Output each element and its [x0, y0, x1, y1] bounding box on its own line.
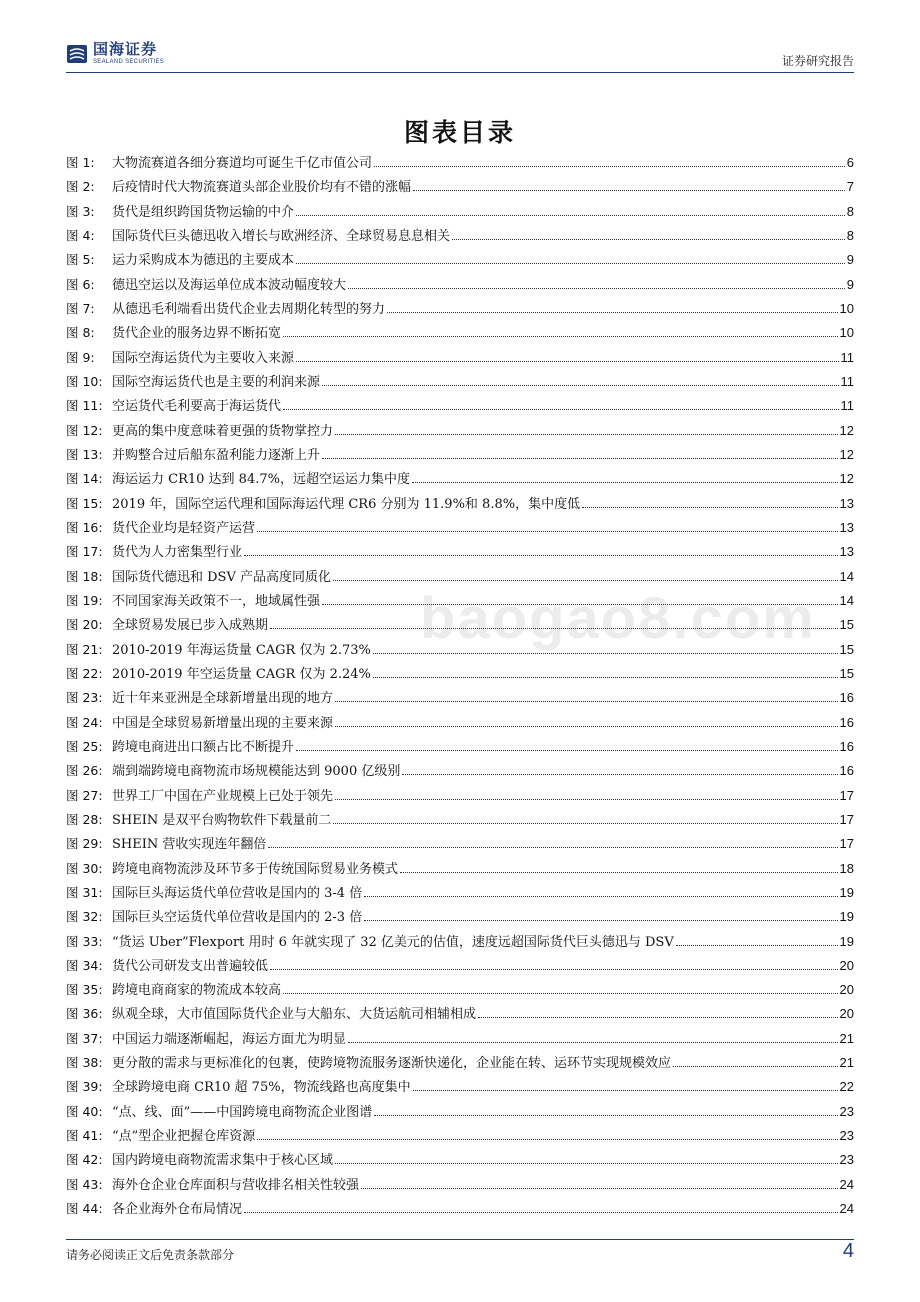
toc-figure-title: 2010-2019 年海运货量 CAGR 仅为 2.73%	[112, 642, 371, 658]
toc-figure-label: 图 10:	[66, 373, 103, 389]
toc-figure-title: 更高的集中度意味着更强的货物掌控力	[112, 423, 334, 439]
toc-page-number: 16	[839, 738, 854, 754]
toc-figure-label: 图 41:	[66, 1128, 103, 1144]
toc-figure-title: SHEIN 是双平台购物软件下载量前二	[112, 812, 332, 828]
toc-figure-title: 海运运力 CR10 达到 84.7%，远超空运运力集中度	[112, 472, 410, 488]
brand-name-cn: 国海证券	[93, 40, 158, 58]
toc-dot-leader	[283, 409, 838, 410]
toc-page-number: 15	[839, 641, 854, 657]
toc-dot-leader	[400, 872, 838, 873]
toc-dot-leader	[676, 945, 838, 946]
brand-logo	[66, 42, 164, 65]
toc-entry[interactable]	[66, 882, 854, 906]
report-type: 证券研究报告	[781, 54, 854, 68]
toc-figure-title: 运力采购成本为德迅的主要成本	[112, 253, 295, 269]
toc-page-number: 23	[839, 1152, 854, 1168]
toc-page-number: 14	[839, 568, 854, 584]
toc-figure-label: 图 2:	[66, 179, 95, 195]
toc-page-number: 21	[839, 1055, 854, 1071]
toc-figure-title: 中国运力端逐渐崛起，海运方面尤为明显	[112, 1031, 347, 1047]
toc-page-number: 14	[839, 592, 854, 608]
toc-page-number: 9	[846, 276, 854, 292]
toc-figure-label: 图 5:	[66, 252, 95, 268]
toc-page-number: 18	[839, 860, 854, 876]
toc-figure-title: 全球跨境电商 CR10 超 75%，物流线路也高度集中	[112, 1080, 411, 1096]
toc-figure-label: 图 4:	[66, 227, 95, 243]
toc-figure-label: 图 34:	[66, 957, 103, 973]
toc-entry[interactable]	[66, 347, 854, 371]
toc-figure-label: 图 43:	[66, 1176, 103, 1192]
toc-page-number: 12	[839, 422, 854, 438]
toc-page-number: 6	[846, 155, 854, 170]
toc-dot-leader	[348, 1042, 838, 1043]
toc-dot-leader	[257, 1139, 837, 1140]
toc-dot-leader	[270, 969, 838, 970]
toc-figure-label: 图 7:	[66, 300, 95, 316]
toc-figure-label: 图 16:	[66, 519, 103, 535]
toc-figure-title: “货运 Uber”Flexport 用时 6 年就实现了 32 亿美元的估值，速度远超国际货代巨头德迅与 DSV	[112, 934, 674, 950]
toc-dot-leader	[335, 1163, 838, 1164]
toc-figure-label: 图 44:	[66, 1201, 103, 1217]
toc-figure-title: 端到端跨境电商物流市场规模能达到 9000 亿级别	[112, 764, 401, 780]
toc-figure-label: 图 6:	[66, 276, 95, 292]
toc-page-number: 19	[839, 909, 854, 925]
toc-entry[interactable]	[66, 1052, 854, 1076]
toc-dot-leader	[364, 920, 837, 921]
toc-figure-label: 图 11:	[66, 398, 103, 414]
toc-dot-leader	[348, 288, 845, 289]
toc-figure-label: 图 38:	[66, 1055, 103, 1071]
toc-figure-label: 图 18:	[66, 568, 103, 584]
toc-figure-title: 2019 年，国际空运代理和国际海运代理 CR6 分别为 11.9%和 8.8%，集中度低	[112, 496, 581, 512]
toc-dot-leader	[413, 190, 845, 191]
toc-entry[interactable]	[66, 760, 854, 784]
toc-dot-leader	[244, 1212, 838, 1213]
toc-entry[interactable]	[66, 493, 854, 517]
toc-page-number: 23	[839, 1103, 854, 1119]
toc-dot-leader	[268, 847, 837, 848]
toc-figure-label: 图 15:	[66, 495, 103, 511]
toc-entry[interactable]	[66, 833, 854, 857]
toc-dot-leader	[322, 385, 838, 386]
toc-entry[interactable]	[66, 1174, 854, 1198]
toc-dot-leader	[322, 604, 838, 605]
toc-figure-label: 图 14:	[66, 471, 103, 487]
toc-page-number: 21	[839, 1030, 854, 1046]
toc-entry[interactable]	[66, 541, 854, 565]
toc-page-number: 23	[839, 1128, 854, 1144]
toc-dot-leader	[296, 263, 845, 264]
toc-figure-label: 图 30:	[66, 860, 103, 876]
sealand-logo-icon	[66, 43, 88, 65]
toc-figure-label: 图 19:	[66, 592, 103, 608]
toc-figure-title: 跨境电商商家的物流成本较高	[112, 983, 282, 999]
figure-toc-list	[66, 152, 854, 1222]
page-number: 4	[842, 1240, 854, 1262]
toc-entry[interactable]	[66, 712, 854, 736]
toc-page-number: 20	[839, 982, 854, 998]
toc-entry[interactable]	[66, 395, 854, 419]
toc-dot-leader	[673, 1066, 838, 1067]
toc-dot-leader	[452, 239, 845, 240]
toc-dot-leader	[322, 458, 838, 459]
toc-figure-label: 图 39:	[66, 1079, 103, 1095]
toc-entry[interactable]	[66, 444, 854, 468]
toc-page-number: 16	[839, 763, 854, 779]
toc-entry[interactable]	[66, 468, 854, 492]
toc-figure-label: 图 42:	[66, 1152, 103, 1168]
toc-figure-title: 国内跨境电商物流需求集中于核心区域	[112, 1153, 334, 1169]
toc-entry[interactable]	[66, 371, 854, 395]
toc-figure-title: “点、线、面”——中国跨境电商物流企业图谱	[112, 1104, 373, 1120]
toc-figure-label: 图 31:	[66, 884, 103, 900]
toc-figure-title: 全球贸易发展已步入成熟期	[112, 618, 269, 634]
toc-page-number: 12	[839, 446, 854, 462]
toc-dot-leader	[335, 726, 838, 727]
toc-page-number: 19	[839, 933, 854, 949]
toc-dot-leader	[296, 750, 838, 751]
toc-figure-label: 图 25:	[66, 738, 103, 754]
toc-entry[interactable]	[66, 152, 854, 176]
toc-page-number: 17	[839, 787, 854, 803]
toc-figure-title: 跨境电商进出口额占比不断提升	[112, 739, 295, 755]
toc-dot-leader	[296, 361, 838, 362]
toc-dot-leader	[374, 1115, 837, 1116]
toc-figure-label: 图 28:	[66, 811, 103, 827]
page-header	[66, 42, 854, 70]
toc-figure-title: 各企业海外仓布局情况	[112, 1202, 243, 1218]
toc-dot-leader	[333, 580, 838, 581]
toc-entry[interactable]	[66, 201, 854, 225]
toc-figure-title: 近十年来亚洲是全球新增量出现的地方	[112, 691, 334, 707]
toc-dot-leader	[364, 896, 837, 897]
toc-figure-title: 国际巨头空运货代单位营收是国内的 2-3 倍	[112, 910, 363, 926]
toc-figure-label: 图 1:	[66, 155, 95, 170]
toc-figure-label: 图 26:	[66, 763, 103, 779]
toc-figure-title: 海外仓企业仓库面积与营收排名相关性较强	[112, 1177, 360, 1193]
toc-figure-label: 图 40:	[66, 1103, 103, 1119]
toc-figure-label: 图 23:	[66, 690, 103, 706]
toc-figure-label: 图 13:	[66, 446, 103, 462]
toc-entry[interactable]	[66, 225, 854, 249]
toc-dot-leader	[335, 434, 838, 435]
toc-entry[interactable]	[66, 1076, 854, 1100]
toc-page-number: 15	[839, 665, 854, 681]
toc-entry[interactable]	[66, 1149, 854, 1173]
toc-dot-leader	[270, 628, 838, 629]
toc-entry[interactable]	[66, 785, 854, 809]
toc-entry[interactable]	[66, 663, 854, 687]
page-title: 图表目录	[403, 118, 516, 147]
watermark: baogao8.com	[420, 586, 816, 651]
toc-figure-label: 图 9:	[66, 349, 95, 365]
header-divider	[66, 72, 854, 73]
toc-entry[interactable]	[66, 590, 854, 614]
toc-figure-label: 图 32:	[66, 909, 103, 925]
toc-page-number: 13	[839, 519, 854, 535]
toc-entry[interactable]	[66, 298, 854, 322]
toc-figure-label: 图 36:	[66, 1006, 103, 1022]
toc-entry[interactable]	[66, 1101, 854, 1125]
toc-figure-title: 国际巨头海运货代单位营收是国内的 3-4 倍	[112, 885, 363, 901]
toc-page-number: 17	[839, 811, 854, 827]
toc-page-number: 20	[839, 1006, 854, 1022]
toc-figure-label: 图 8:	[66, 325, 95, 341]
toc-entry[interactable]	[66, 906, 854, 930]
toc-dot-leader	[257, 531, 838, 532]
toc-entry[interactable]	[66, 1003, 854, 1027]
toc-figure-title: 从德迅毛利端看出货代企业去周期化转型的努力	[112, 301, 386, 317]
toc-figure-title: 大物流赛道各细分赛道均可诞生千亿市值公司	[112, 156, 373, 171]
toc-figure-label: 图 37:	[66, 1030, 103, 1046]
disclaimer-note: 请务必阅读正文后免责条款部分	[66, 1248, 235, 1262]
toc-entry[interactable]	[66, 858, 854, 882]
toc-page-number: 9	[846, 252, 854, 268]
toc-page-number: 22	[839, 1079, 854, 1095]
toc-entry[interactable]	[66, 176, 854, 200]
toc-dot-leader	[374, 166, 845, 167]
toc-figure-title: 后疫情时代大物流赛道头部企业股价均有不错的涨幅	[112, 180, 412, 196]
toc-dot-leader	[412, 482, 838, 483]
toc-page-number: 8	[846, 227, 854, 243]
toc-page-number: 16	[839, 714, 854, 730]
toc-figure-title: 中国是全球贸易新增量出现的主要来源	[112, 715, 334, 731]
toc-figure-title: 空运货代毛利要高于海运货代	[112, 399, 282, 415]
toc-figure-title: 国际空海运货代为主要收入来源	[112, 350, 295, 366]
toc-figure-title: 跨境电商物流涉及环节多于传统国际贸易业务模式	[112, 861, 399, 877]
toc-page-number: 13	[839, 495, 854, 511]
toc-figure-title: 不同国家海关政策不一，地域属性强	[112, 593, 321, 609]
toc-entry[interactable]	[66, 1125, 854, 1149]
toc-page-number: 13	[839, 544, 854, 560]
toc-dot-leader	[582, 507, 837, 508]
toc-figure-label: 图 29:	[66, 836, 103, 852]
toc-figure-label: 图 21:	[66, 641, 103, 657]
toc-entry[interactable]	[66, 1198, 854, 1222]
toc-entry[interactable]	[66, 566, 854, 590]
toc-dot-leader	[373, 653, 838, 654]
toc-page-number: 20	[839, 957, 854, 973]
brand-name-en: SEALAND SECURITIES	[93, 59, 165, 65]
toc-dot-leader	[244, 555, 838, 556]
toc-page-number: 11	[840, 398, 854, 414]
toc-page-number: 7	[846, 179, 854, 195]
toc-figure-title: 货代公司研发支出普遍较低	[112, 958, 269, 974]
toc-dot-leader	[296, 215, 845, 216]
toc-page-number: 24	[839, 1201, 854, 1217]
toc-page-number: 8	[846, 203, 854, 219]
toc-page-number: 10	[839, 300, 854, 316]
toc-entry[interactable]	[66, 517, 854, 541]
toc-entry[interactable]	[66, 931, 854, 955]
toc-page-number: 24	[839, 1176, 854, 1192]
toc-figure-title: 货代企业均是轻资产运营	[112, 520, 256, 536]
toc-page-number: 11	[840, 373, 854, 389]
toc-page-number: 12	[839, 471, 854, 487]
toc-figure-label: 图 27:	[66, 787, 103, 803]
toc-dot-leader	[413, 1090, 838, 1091]
toc-figure-title: 货代是组织跨国货物运输的中介	[112, 204, 295, 220]
toc-figure-label: 图 12:	[66, 422, 103, 438]
toc-page-number: 11	[840, 349, 854, 365]
toc-entry[interactable]	[66, 614, 854, 638]
toc-page-number: 16	[839, 690, 854, 706]
toc-figure-title: 国际空海运货代也是主要的利润来源	[112, 374, 321, 390]
toc-entry[interactable]	[66, 736, 854, 760]
toc-page-number: 10	[839, 325, 854, 341]
toc-figure-title: SHEIN 营收实现连年翻倍	[112, 837, 267, 853]
toc-page-number: 19	[839, 884, 854, 900]
toc-entry[interactable]	[66, 639, 854, 663]
toc-dot-leader	[478, 1017, 838, 1018]
toc-figure-label: 图 35:	[66, 982, 103, 998]
toc-entry[interactable]	[66, 979, 854, 1003]
toc-entry[interactable]	[66, 420, 854, 444]
toc-figure-title: 货代企业的服务边界不断拓宽	[112, 326, 282, 342]
toc-dot-leader	[361, 1188, 838, 1189]
toc-figure-title: 货代为人力密集型行业	[112, 545, 243, 561]
toc-dot-leader	[335, 799, 838, 800]
toc-figure-title: 并购整合过后船东盈利能力逐渐上升	[112, 447, 321, 463]
toc-dot-leader	[373, 677, 838, 678]
toc-figure-label: 图 22:	[66, 665, 103, 681]
toc-figure-title: 纵观全球，大市值国际货代企业与大船东、大货运航司相辅相成	[112, 1007, 477, 1023]
toc-entry[interactable]	[66, 687, 854, 711]
footer-divider	[66, 1239, 854, 1240]
toc-entry[interactable]	[66, 809, 854, 833]
toc-figure-title: “点”型企业把握仓库资源	[112, 1129, 256, 1145]
toc-figure-label: 图 3:	[66, 203, 95, 219]
toc-entry[interactable]	[66, 322, 854, 346]
toc-entry[interactable]	[66, 1028, 854, 1052]
toc-figure-title: 2010-2019 年空运货量 CAGR 仅为 2.24%	[112, 666, 371, 682]
toc-figure-title: 国际货代德迅和 DSV 产品高度同质化	[112, 569, 331, 585]
toc-dot-leader	[387, 312, 838, 313]
toc-figure-label: 图 24:	[66, 714, 103, 730]
toc-figure-label: 图 17:	[66, 544, 103, 560]
toc-figure-title: 世界工厂中国在产业规模上已处于领先	[112, 788, 334, 804]
toc-figure-title: 德迅空运以及海运单位成本波动幅度较大	[112, 277, 347, 293]
toc-dot-leader	[333, 823, 837, 824]
toc-figure-title: 更分散的需求与更标准化的包裹，使跨境物流服务逐渐快递化，企业能在转、运环节实现规模效应	[112, 1056, 672, 1072]
toc-entry[interactable]	[66, 955, 854, 979]
toc-figure-label: 图 33:	[66, 933, 103, 949]
toc-dot-leader	[283, 993, 838, 994]
toc-page-number: 17	[839, 836, 854, 852]
toc-figure-label: 图 20:	[66, 617, 103, 633]
toc-dot-leader	[402, 774, 837, 775]
toc-page-number: 15	[839, 617, 854, 633]
toc-entry[interactable]	[66, 249, 854, 273]
toc-dot-leader	[283, 336, 838, 337]
toc-figure-title: 国际货代巨头德迅收入增长与欧洲经济、全球贸易息息相关	[112, 228, 451, 244]
toc-entry[interactable]	[66, 274, 854, 298]
toc-dot-leader	[335, 701, 838, 702]
